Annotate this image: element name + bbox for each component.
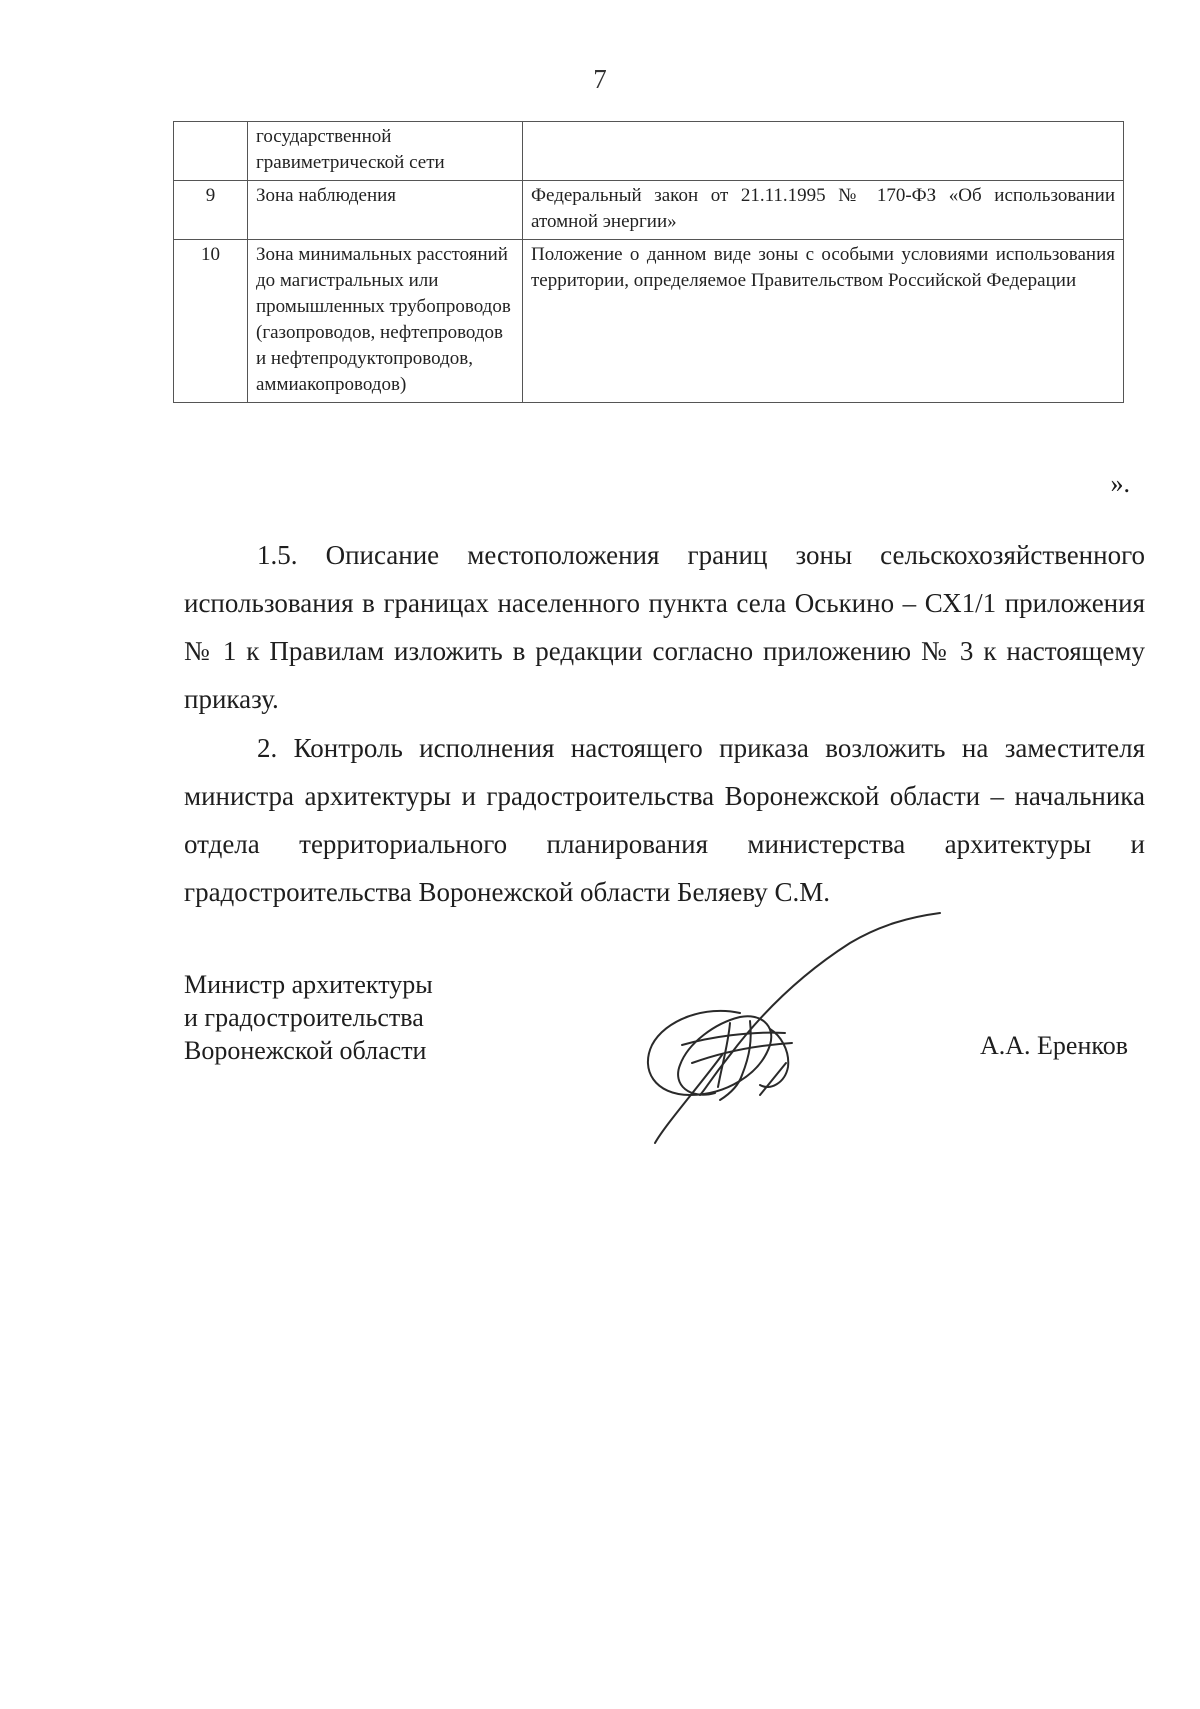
zone-name-cell: государственной гравиметрической сети xyxy=(248,122,523,181)
table-row xyxy=(174,122,1124,181)
signatory-title-line: Воронежской области xyxy=(184,1036,427,1065)
paragraph-1-5: 1.5. Описание местоположения границ зоны сельскохозяйственного использования в границах населенного пункта села Оськино – СХ1/1 приложения № 1 к Правилам изложить в редакции согласно приложению № 3 к настоящему приказу. xyxy=(184,540,1145,714)
page-number: 7 xyxy=(593,64,607,94)
closing-quote-mark: ». xyxy=(1110,469,1130,498)
signatory-title-line: и градостроительства xyxy=(184,1003,424,1032)
signatory-title-line: Министр архитектуры xyxy=(184,970,433,999)
row-number-cell: 10 xyxy=(174,240,248,403)
row-number-cell xyxy=(174,122,248,181)
row-number-cell: 9 xyxy=(174,181,248,240)
zone-name-cell: Зона минимальных расстояний до магистральных или промышленных трубопроводов (газопроводов, нефтепроводов и нефтепродуктопроводов, аммиакопроводов) xyxy=(248,240,523,403)
table-row xyxy=(174,181,1124,240)
handwritten-signature xyxy=(610,895,950,1155)
signatory-name: А.А. Еренков xyxy=(980,1031,1128,1060)
zones-table xyxy=(173,121,1124,403)
table-row xyxy=(174,240,1124,403)
legal-basis-cell: Положение о данном виде зоны с особыми условиями использования территории, определяемое Правительством Российской Федерации xyxy=(523,240,1124,403)
legal-basis-cell: Федеральный закон от 21.11.1995 № 170-ФЗ «Об использовании атомной энергии» xyxy=(523,181,1124,240)
legal-basis-cell xyxy=(523,122,1124,181)
signatory-title xyxy=(184,968,433,1067)
paragraph-2: 2. Контроль исполнения настоящего приказа возложить на заместителя министра архитектуры и градостроительства Воронежской области – начальника отдела территориального планирования министерства архитектуры и градостроительства Воронежской области Беляеву С.М. xyxy=(184,733,1145,907)
zone-name-cell: Зона наблюдения xyxy=(248,181,523,240)
